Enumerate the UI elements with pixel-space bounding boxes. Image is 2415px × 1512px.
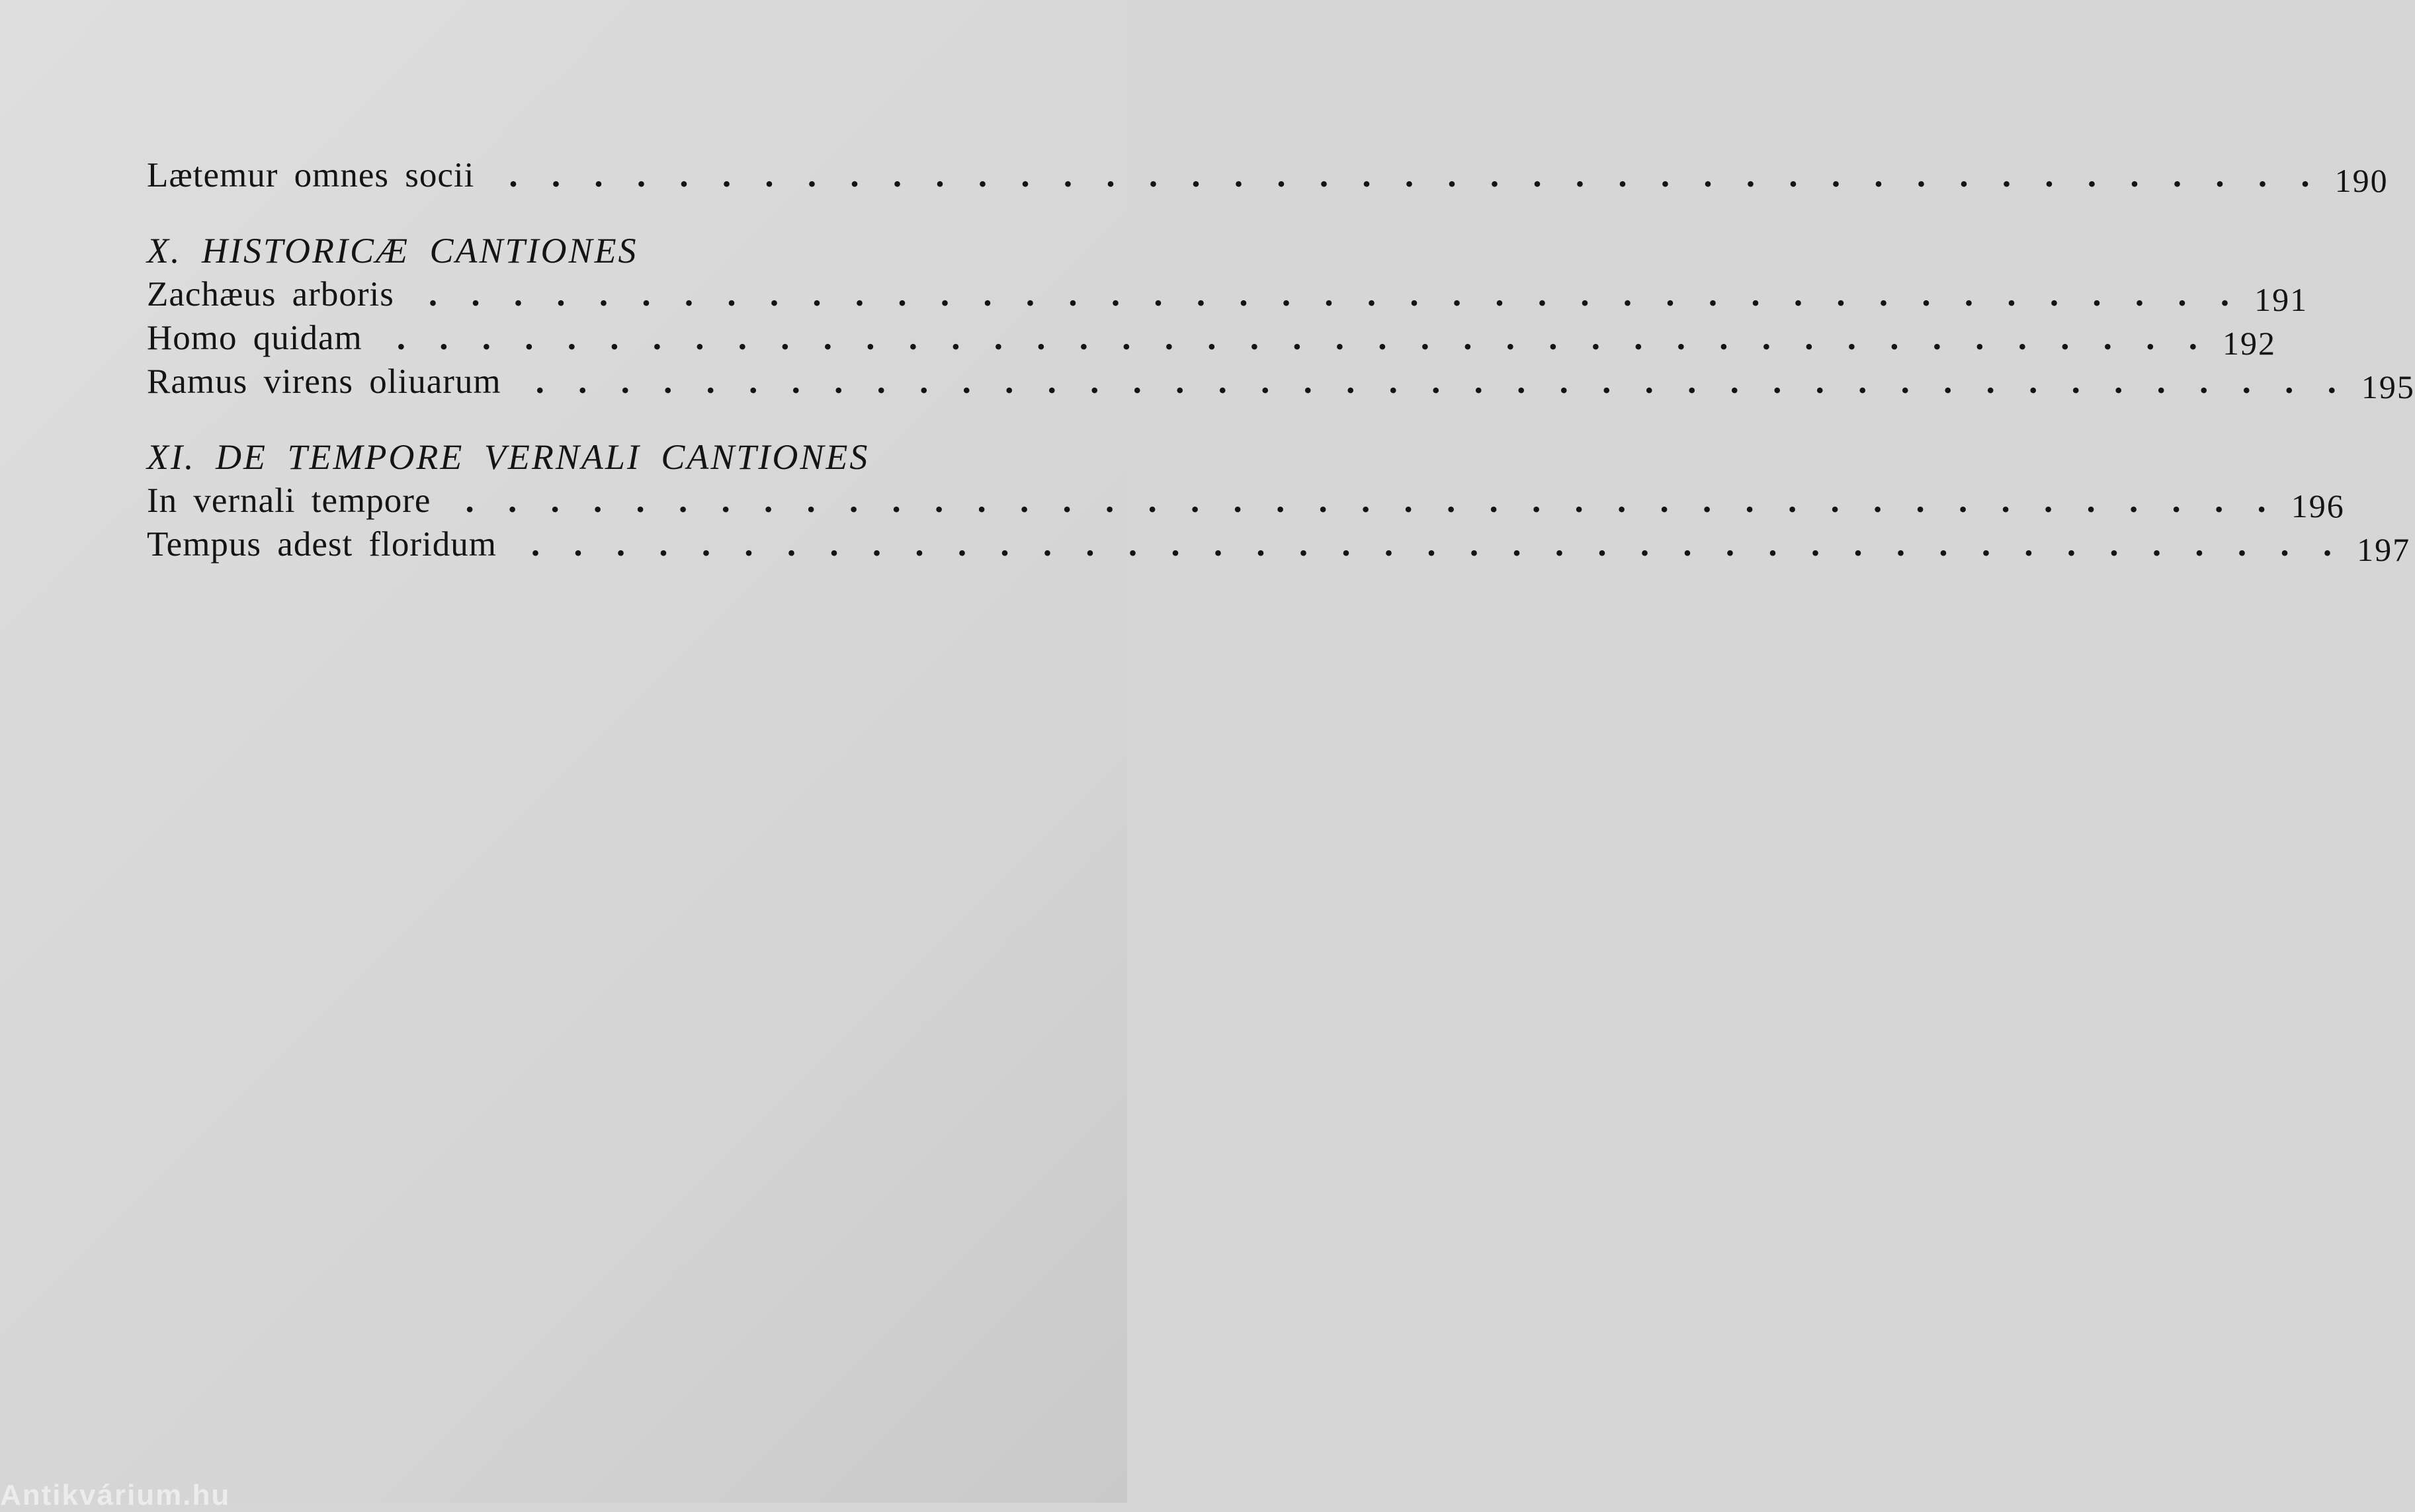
dot-leader: . . . . . . . . . . . . . . . . . . . . . . . . . . . . . . . . . . . . . . . . . . . — [396, 319, 2207, 357]
table-of-contents — [147, 153, 2415, 568]
toc-entry-page: 192 — [2222, 325, 2276, 362]
dot-leader: . . . . . . . . . . . . . . . . . . . . . . . . . . . . . . . . . . . . . . . . . . . — [530, 525, 2342, 564]
toc-entry-page: 191 — [2254, 281, 2309, 318]
toc-entry — [147, 360, 2415, 405]
toc-entry — [147, 479, 2345, 525]
toc-entry-title: Lætemur omnes socii — [147, 156, 475, 194]
toc-entry — [147, 153, 2389, 199]
toc-entry-title: Homo quidam — [147, 319, 362, 357]
toc-entry-page: 195 — [2361, 368, 2415, 405]
watermark: Antikvárium.hu — [0, 1479, 231, 1511]
toc-entry-page: 196 — [2291, 487, 2345, 525]
toc-entry-title: Ramus virens oliuarum — [147, 362, 501, 401]
toc-entry — [147, 316, 2276, 362]
toc-entry — [147, 523, 2411, 568]
section-heading: XI. DE TEMPORE VERNALI CANTIONES — [147, 437, 870, 477]
dot-leader: . . . . . . . . . . . . . . . . . . . . . . . . . . . . . . . . . . . . . . . . . . . — [428, 275, 2239, 314]
toc-entry-title: Tempus adest floridum — [147, 525, 497, 564]
toc-entry — [147, 273, 2309, 318]
section-heading: X. HISTORICÆ CANTIONES — [147, 231, 638, 271]
toc-entry-title: Zachæus arboris — [147, 275, 394, 314]
dot-leader: . . . . . . . . . . . . . . . . . . . . . . . . . . . . . . . . . . . . . . . . . . . — [509, 156, 2319, 194]
dot-leader: . . . . . . . . . . . . . . . . . . . . . . . . . . . . . . . . . . . . . . . . . . . — [535, 362, 2346, 401]
toc-entry-page: 190 — [2334, 162, 2389, 199]
toc-entry-page: 197 — [2357, 531, 2411, 568]
toc-entry-title: In vernali tempore — [147, 482, 431, 520]
dot-leader: . . . . . . . . . . . . . . . . . . . . . . . . . . . . . . . . . . . . . . . . . . . — [465, 482, 2275, 520]
